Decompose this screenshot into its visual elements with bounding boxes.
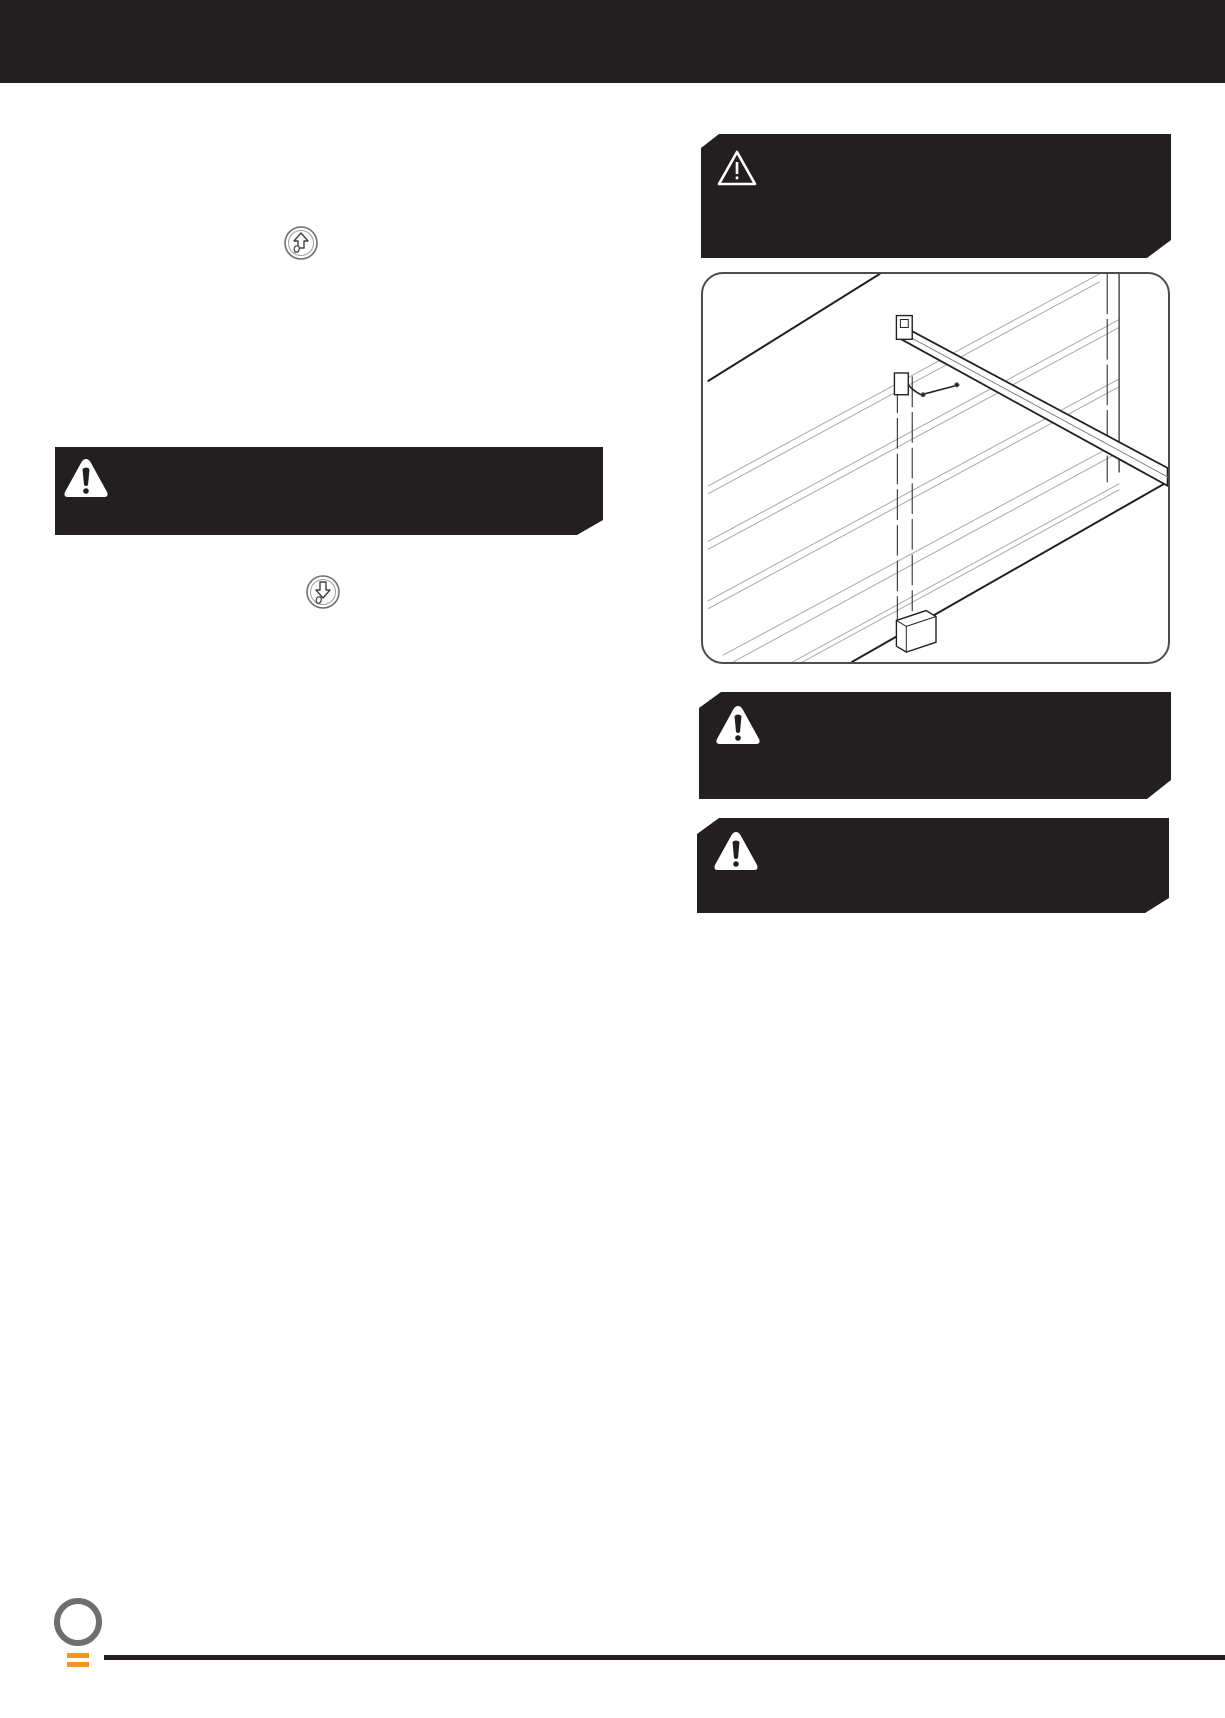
warning-exclamation-icon — [715, 704, 761, 746]
header-bar — [0, 0, 1225, 83]
warning-exclamation-icon — [63, 457, 109, 499]
warning-panel-right-middle — [699, 692, 1171, 799]
warning-panel-left — [55, 447, 603, 535]
brand-logo-icon — [50, 1596, 106, 1676]
warning-exclamation-icon — [713, 830, 759, 872]
arrow-down-press-button-icon — [305, 574, 341, 610]
caution-panel-top-right — [701, 134, 1171, 258]
warning-panel-right-bottom — [697, 818, 1169, 913]
arrow-up-press-button-icon — [283, 225, 319, 261]
caution-triangle-icon — [716, 149, 758, 187]
door-arm-bracket-illustration — [701, 272, 1170, 664]
footer-rule — [104, 1655, 1225, 1660]
